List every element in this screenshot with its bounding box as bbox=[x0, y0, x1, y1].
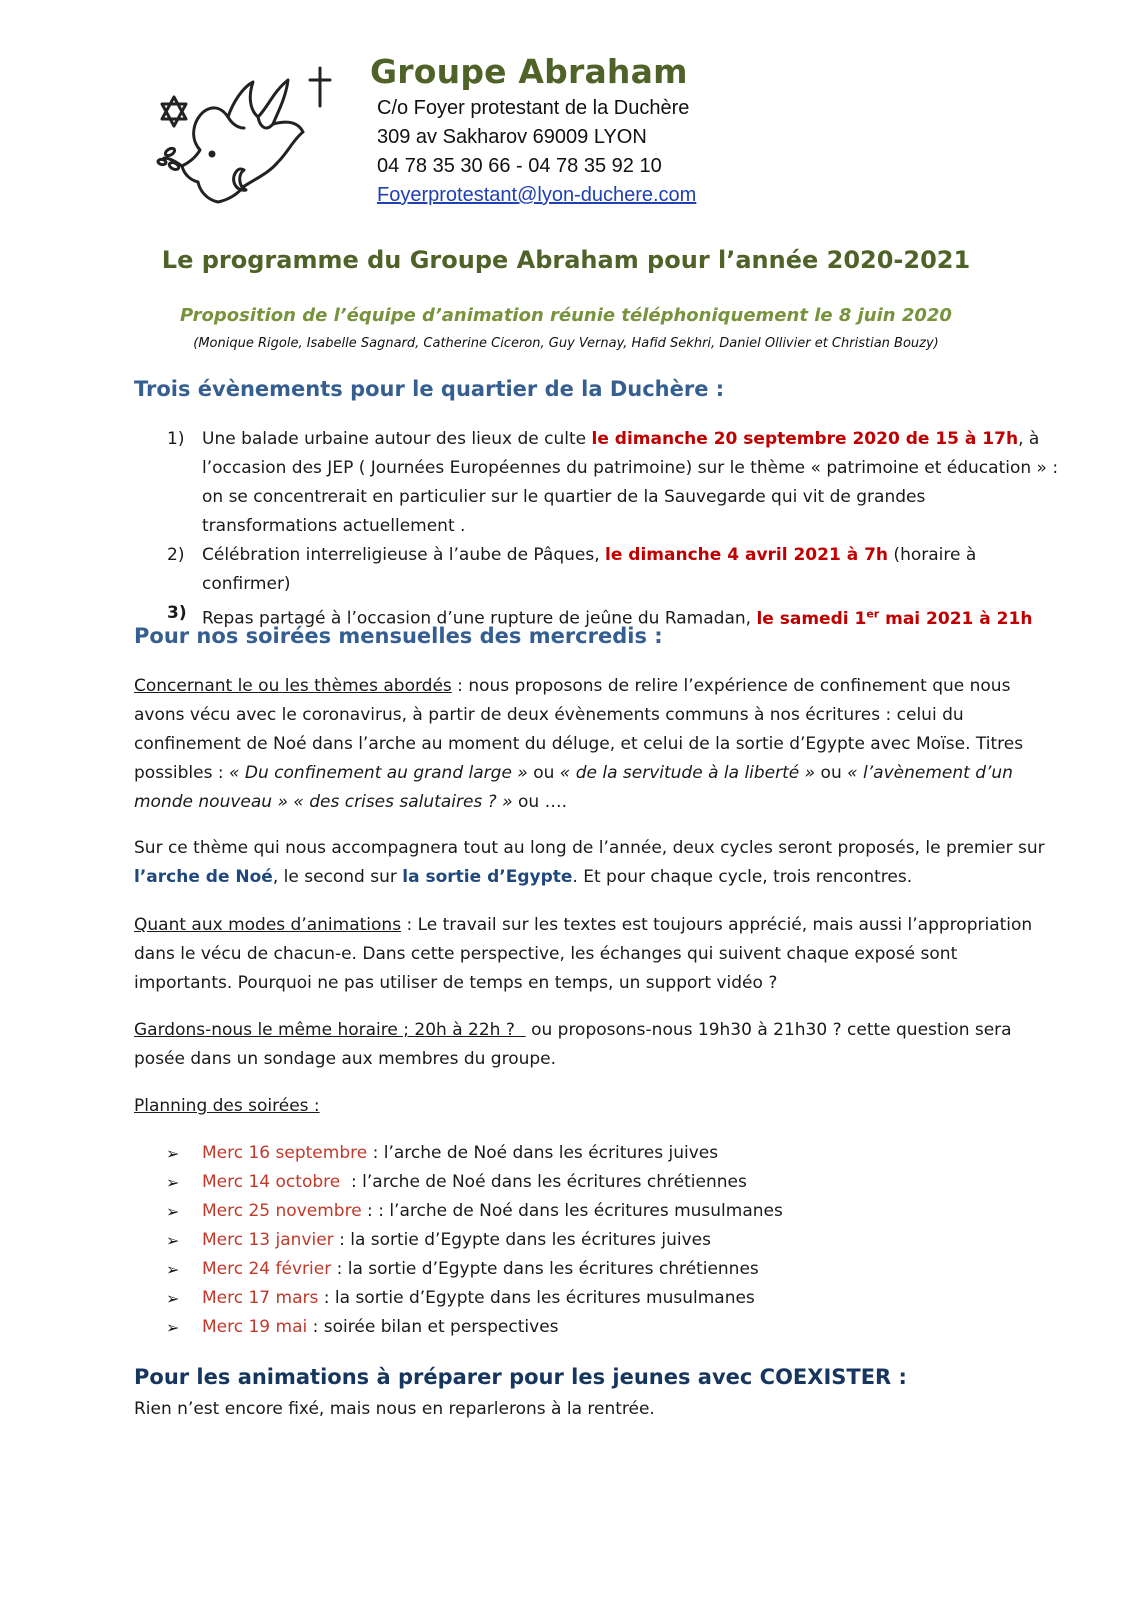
planning-text: : : l’arche de Noé dans les écritures musulmanes bbox=[361, 1201, 783, 1221]
title-option: « de la servitude à la liberté » bbox=[559, 763, 816, 783]
planning-item bbox=[0, 1139, 1132, 1168]
events-list bbox=[0, 425, 1132, 634]
event-item bbox=[0, 425, 1062, 541]
planning-list bbox=[0, 1139, 1132, 1342]
event-text: Repas partagé à l’occasion d’une rupture de jeûne du Ramadan, bbox=[202, 608, 757, 629]
planning-date: Merc 24 février bbox=[202, 1259, 332, 1279]
email-link[interactable]: Foyerprotestant@lyon-duchere.com bbox=[377, 184, 697, 206]
event-number: 1) bbox=[167, 429, 185, 449]
arrowhead-bullet-icon: ➢ bbox=[166, 1144, 180, 1163]
cycle-highlight: la sortie d’Egypte bbox=[402, 867, 573, 887]
address-line-1: C/o Foyer protestant de la Duchère bbox=[377, 97, 690, 119]
section-heading-events: Trois évènements pour le quartier de la Duchère : bbox=[134, 377, 725, 401]
event-date-part: le samedi 1 bbox=[756, 608, 867, 629]
connector-text: ou bbox=[527, 763, 560, 783]
planning-item bbox=[0, 1226, 1132, 1255]
planning-date: Merc 14 octobre bbox=[202, 1172, 341, 1192]
planning-item bbox=[0, 1284, 1132, 1313]
event-text: Une balade urbaine autour des lieux de culte bbox=[202, 429, 592, 449]
arrowhead-bullet-icon: ➢ bbox=[166, 1318, 180, 1337]
section-heading-soirees: Pour nos soirées mensuelles des mercredis : bbox=[134, 624, 663, 648]
themes-label: Concernant le ou les thèmes abordés bbox=[134, 676, 452, 696]
planning-item bbox=[0, 1197, 1132, 1226]
cycles-text: Sur ce thème qui nous accompagnera tout au long de l’année, deux cycles seront proposés, le premier sur bbox=[134, 838, 1045, 858]
event-date bbox=[756, 609, 1032, 629]
document-subtitle: Proposition de l’équipe d’animation réunie téléphoniquement le 8 juin 2020 bbox=[180, 305, 952, 326]
coexister-text: Rien n’est encore fixé, mais nous en reparlerons à la rentrée. bbox=[134, 1399, 655, 1419]
phone-numbers: 04 78 35 30 66 - 04 78 35 92 10 bbox=[377, 155, 662, 177]
cycles-text: , le second sur bbox=[272, 867, 403, 887]
address-line-2: 309 av Sakharov 69009 LYON bbox=[377, 126, 647, 148]
cycles-text: . Et pour chaque cycle, trois rencontres. bbox=[572, 867, 913, 887]
event-text: , à l’occasion des JEP ( Journées Européennes du patrimoine) sur le thème « patrimoine et éducation » : on se concentrerait en particulier sur le quartier de la Sauvegarde qui vit de grandes transformations actuellement . bbox=[202, 429, 1059, 536]
animation-modes-text: : Le travail sur les textes est toujours apprécié, mais aussi l’appropriation dans le vécu de chacun-e. Dans cette perspective, les échanges qui suivent chaque exposé sont importants. Pourquoi ne pas utiliser de temps en temps, un support vidéo ? bbox=[134, 915, 1033, 993]
planning-date: Merc 13 janvier bbox=[202, 1230, 334, 1250]
participants-list: (Monique Rigole, Isabelle Sagnard, Catherine Ciceron, Guy Vernay, Hafid Sekhri, Daniel Ollivier et Christian Bouzy) bbox=[193, 336, 939, 351]
connector-text: ou bbox=[815, 763, 848, 783]
planning-text: : l’arche de Noé dans les écritures chrétiennes bbox=[340, 1172, 747, 1192]
event-date-superscript: er bbox=[866, 607, 880, 620]
arrowhead-bullet-icon: ➢ bbox=[166, 1231, 180, 1250]
planning-text: : soirée bilan et perspectives bbox=[307, 1317, 559, 1337]
event-text: Célébration interreligieuse à l’aube de Pâques, bbox=[202, 545, 606, 565]
planning-date: Merc 16 septembre bbox=[202, 1143, 368, 1163]
themes-text: : nous proposons de relire l’expérience de confinement que nous avons vécu avec le coronavirus, à partir de deux évènements communs à nos écritures : celui du confinement de Noé dans l’arche au moment du déluge, et celui de la sortie d’Egypte avec Moïse. Titres possibles : bbox=[134, 676, 1024, 783]
cycles-paragraph bbox=[134, 834, 1054, 892]
planning-text: : la sortie d’Egypte dans les écritures juives bbox=[333, 1230, 711, 1250]
schedule-text: ou proposons-nous 19h30 à 21h30 ? cette question sera posée dans un sondage aux membres du groupe. bbox=[134, 1020, 1012, 1069]
event-date-part: mai 2021 à 21h bbox=[879, 608, 1033, 629]
planning-label: Planning des soirées : bbox=[134, 1096, 320, 1116]
event-text: (horaire à confirmer) bbox=[202, 545, 977, 594]
arrowhead-bullet-icon: ➢ bbox=[166, 1289, 180, 1308]
planning-date: Merc 19 mai bbox=[202, 1317, 308, 1337]
event-number: 3) bbox=[167, 603, 187, 623]
section-heading-coexister: Pour les animations à préparer pour les jeunes avec COEXISTER : bbox=[134, 1365, 907, 1389]
schedule-paragraph bbox=[134, 1016, 1054, 1074]
planning-item bbox=[0, 1168, 1132, 1197]
cycle-highlight: l’arche de Noé bbox=[134, 867, 273, 887]
document-title: Le programme du Groupe Abraham pour l’année 2020-2021 bbox=[161, 246, 971, 274]
event-date: le dimanche 4 avril 2021 à 7h bbox=[605, 545, 889, 565]
planning-date: Merc 25 novembre bbox=[202, 1201, 362, 1221]
planning-item bbox=[0, 1313, 1132, 1342]
event-number: 2) bbox=[167, 545, 185, 565]
planning-text: : l’arche de Noé dans les écritures juives bbox=[367, 1143, 719, 1163]
themes-paragraph bbox=[134, 672, 1054, 817]
planning-item bbox=[0, 1255, 1132, 1284]
arrowhead-bullet-icon: ➢ bbox=[166, 1260, 180, 1279]
connector-text: ou …. bbox=[512, 792, 567, 812]
animation-modes-label: Quant aux modes d’animations bbox=[134, 915, 402, 935]
title-option: « l’avènement d’un monde nouveau » « des crises salutaires ? » bbox=[134, 763, 1013, 812]
planning-text: : la sortie d’Egypte dans les écritures chrétiennes bbox=[331, 1259, 759, 1279]
planning-text: : la sortie d’Egypte dans les écritures musulmanes bbox=[318, 1288, 755, 1308]
schedule-label: Gardons-nous le même horaire ; 20h à 22h ? bbox=[134, 1020, 526, 1040]
arrowhead-bullet-icon: ➢ bbox=[166, 1173, 180, 1192]
dove-logo-icon bbox=[148, 62, 338, 212]
event-date: le dimanche 20 septembre 2020 de 15 à 17h bbox=[591, 429, 1019, 449]
animation-modes-paragraph bbox=[134, 911, 1054, 998]
planning-date: Merc 17 mars bbox=[202, 1288, 319, 1308]
arrowhead-bullet-icon: ➢ bbox=[166, 1202, 180, 1221]
title-option: « Du confinement au grand large » bbox=[229, 763, 528, 783]
event-item bbox=[0, 541, 1062, 599]
org-name: Groupe Abraham bbox=[370, 52, 688, 91]
